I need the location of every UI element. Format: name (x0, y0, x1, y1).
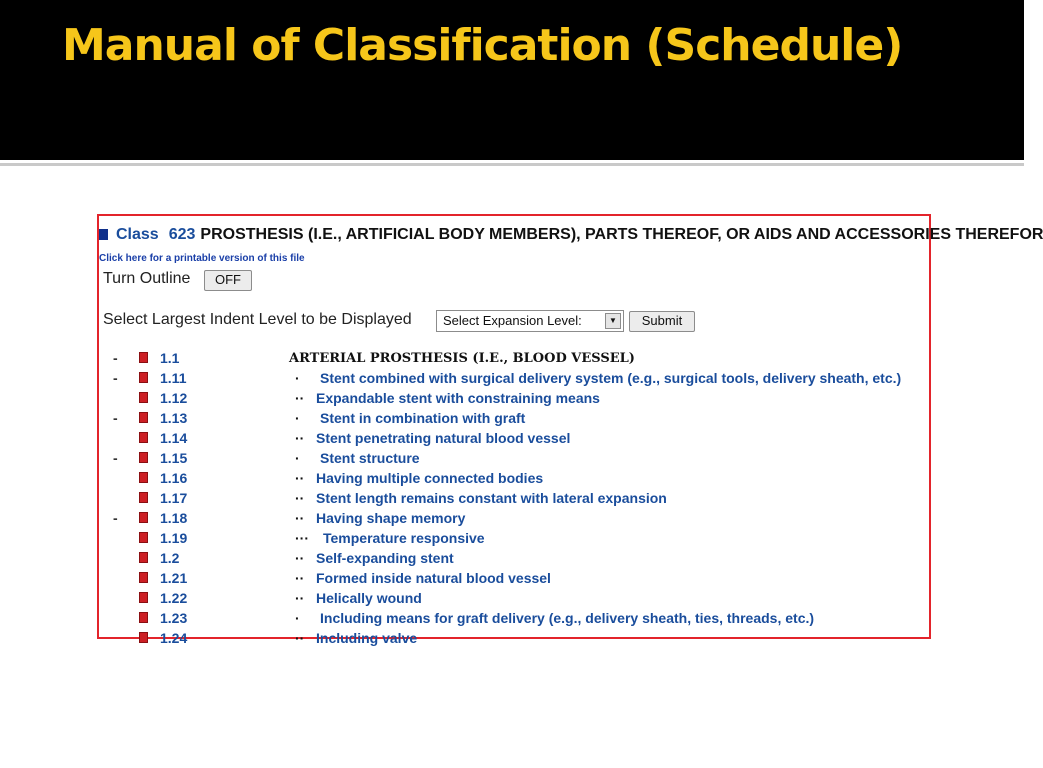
slide-title: Manual of Classification (Schedule) (62, 20, 903, 71)
indent-dots: ·· (295, 590, 305, 606)
table-row (99, 568, 929, 588)
title-divider (0, 163, 1024, 166)
flag-icon[interactable] (139, 572, 148, 583)
flag-icon[interactable] (139, 392, 148, 403)
subclass-number[interactable]: 1.21 (160, 570, 188, 586)
indent-dots: ·· (295, 510, 305, 526)
expand-toggle[interactable]: - (113, 370, 118, 386)
indent-dots: · (295, 450, 300, 466)
expand-toggle[interactable]: - (113, 350, 118, 366)
flag-icon[interactable] (139, 632, 148, 643)
table-row (99, 528, 929, 548)
class-number: 623 (168, 226, 196, 243)
chevron-down-icon[interactable]: ▼ (605, 313, 621, 329)
expand-toggle[interactable]: - (113, 450, 118, 466)
subclass-number[interactable]: 1.16 (160, 470, 188, 486)
indent-dots: · (295, 610, 300, 626)
expand-toggle[interactable]: - (113, 410, 118, 426)
turn-outline-label: Turn Outline (103, 270, 191, 287)
subclass-number[interactable]: 1.2 (160, 550, 180, 566)
flag-icon[interactable] (139, 492, 148, 503)
indent-dots: ·· (295, 490, 305, 506)
subclass-number[interactable]: 1.23 (160, 610, 188, 626)
class-label: Class (116, 226, 159, 243)
subclass-title: Including valve (316, 630, 418, 646)
table-row (99, 348, 929, 368)
indent-dots: ·· (295, 630, 305, 646)
subclass-number[interactable]: 1.13 (160, 410, 188, 426)
flag-icon[interactable] (139, 532, 148, 543)
table-row (99, 468, 929, 488)
indent-dots: ·· (295, 550, 305, 566)
indent-dots: ·· (295, 430, 305, 446)
flag-icon[interactable] (139, 432, 148, 443)
flag-icon[interactable] (139, 352, 148, 363)
subclass-title: Having shape memory (316, 510, 466, 526)
subclass-number[interactable]: 1.18 (160, 510, 188, 526)
class-header (99, 226, 1043, 244)
table-row (99, 428, 929, 448)
class-name: PROSTHESIS (I.E., ARTIFICIAL BODY MEMBERS), PARTS THEREOF, OR AIDS AND ACCESSORIES THEREFOR (200, 226, 1043, 243)
flag-icon[interactable] (139, 372, 148, 383)
subclass-number[interactable]: 1.24 (160, 630, 188, 646)
subclass-number[interactable]: 1.17 (160, 490, 188, 506)
subclass-title: Temperature responsive (323, 530, 485, 546)
subclass-title: Including means for graft delivery (e.g., delivery sheath, ties, threads, etc.) (320, 610, 815, 626)
subclass-title: Stent combined with surgical delivery system (e.g., surgical tools, delivery sheath, etc.) (320, 370, 902, 386)
table-row (99, 548, 929, 568)
subclass-title: Having multiple connected bodies (316, 470, 544, 486)
indent-dots: · (295, 410, 300, 426)
subclass-number[interactable]: 1.11 (160, 370, 187, 386)
flag-icon[interactable] (139, 592, 148, 603)
table-row (99, 628, 929, 648)
table-row (99, 388, 929, 408)
table-row (99, 408, 929, 428)
subclass-number[interactable]: 1.1 (160, 350, 180, 366)
outline-off-button[interactable]: OFF (204, 270, 252, 291)
screenshot-frame (97, 214, 1043, 646)
table-row (99, 448, 929, 468)
subclass-title: Formed inside natural blood vessel (316, 570, 551, 586)
expansion-level-value: Select Expansion Level: (443, 313, 582, 328)
subclass-number[interactable]: 1.12 (160, 390, 188, 406)
indent-dots: ·· (295, 390, 305, 406)
indent-dots: ··· (295, 530, 309, 546)
flag-icon[interactable] (139, 612, 148, 623)
slide-title-bar (0, 0, 1024, 160)
flag-icon[interactable] (139, 452, 148, 463)
submit-button[interactable]: Submit (629, 311, 695, 332)
subclass-title: Self-expanding stent (316, 550, 454, 566)
subclass-title: Expandable stent with constraining means (316, 390, 600, 406)
table-row (99, 368, 929, 388)
printable-version-link[interactable]: Click here for a printable version of this file (99, 253, 305, 264)
classification-list (99, 348, 929, 648)
indent-level-label: Select Largest Indent Level to be Displayed (103, 311, 412, 328)
subclass-title: Helically wound (316, 590, 422, 606)
subclass-title: Stent penetrating natural blood vessel (316, 430, 571, 446)
table-row (99, 588, 929, 608)
subclass-number[interactable]: 1.15 (160, 450, 188, 466)
expand-toggle[interactable]: - (113, 510, 118, 526)
subclass-title: Stent length remains constant with lateral expansion (316, 490, 667, 506)
indent-dots: ·· (295, 470, 305, 486)
subclass-title: ARTERIAL PROSTHESIS (I.E., BLOOD VESSEL) (289, 351, 635, 366)
collapse-icon[interactable] (99, 229, 108, 240)
table-row (99, 508, 929, 528)
subclass-title: Stent structure (320, 450, 420, 466)
subclass-title: Stent in combination with graft (320, 410, 526, 426)
subclass-number[interactable]: 1.14 (160, 430, 188, 446)
subclass-number[interactable]: 1.19 (160, 530, 188, 546)
flag-icon[interactable] (139, 552, 148, 563)
flag-icon[interactable] (139, 472, 148, 483)
flag-icon[interactable] (139, 412, 148, 423)
table-row (99, 608, 929, 628)
expansion-level-select[interactable] (436, 310, 624, 332)
flag-icon[interactable] (139, 512, 148, 523)
indent-dots: · (295, 370, 300, 386)
subclass-number[interactable]: 1.22 (160, 590, 188, 606)
table-row (99, 488, 929, 508)
indent-dots: ·· (295, 570, 305, 586)
